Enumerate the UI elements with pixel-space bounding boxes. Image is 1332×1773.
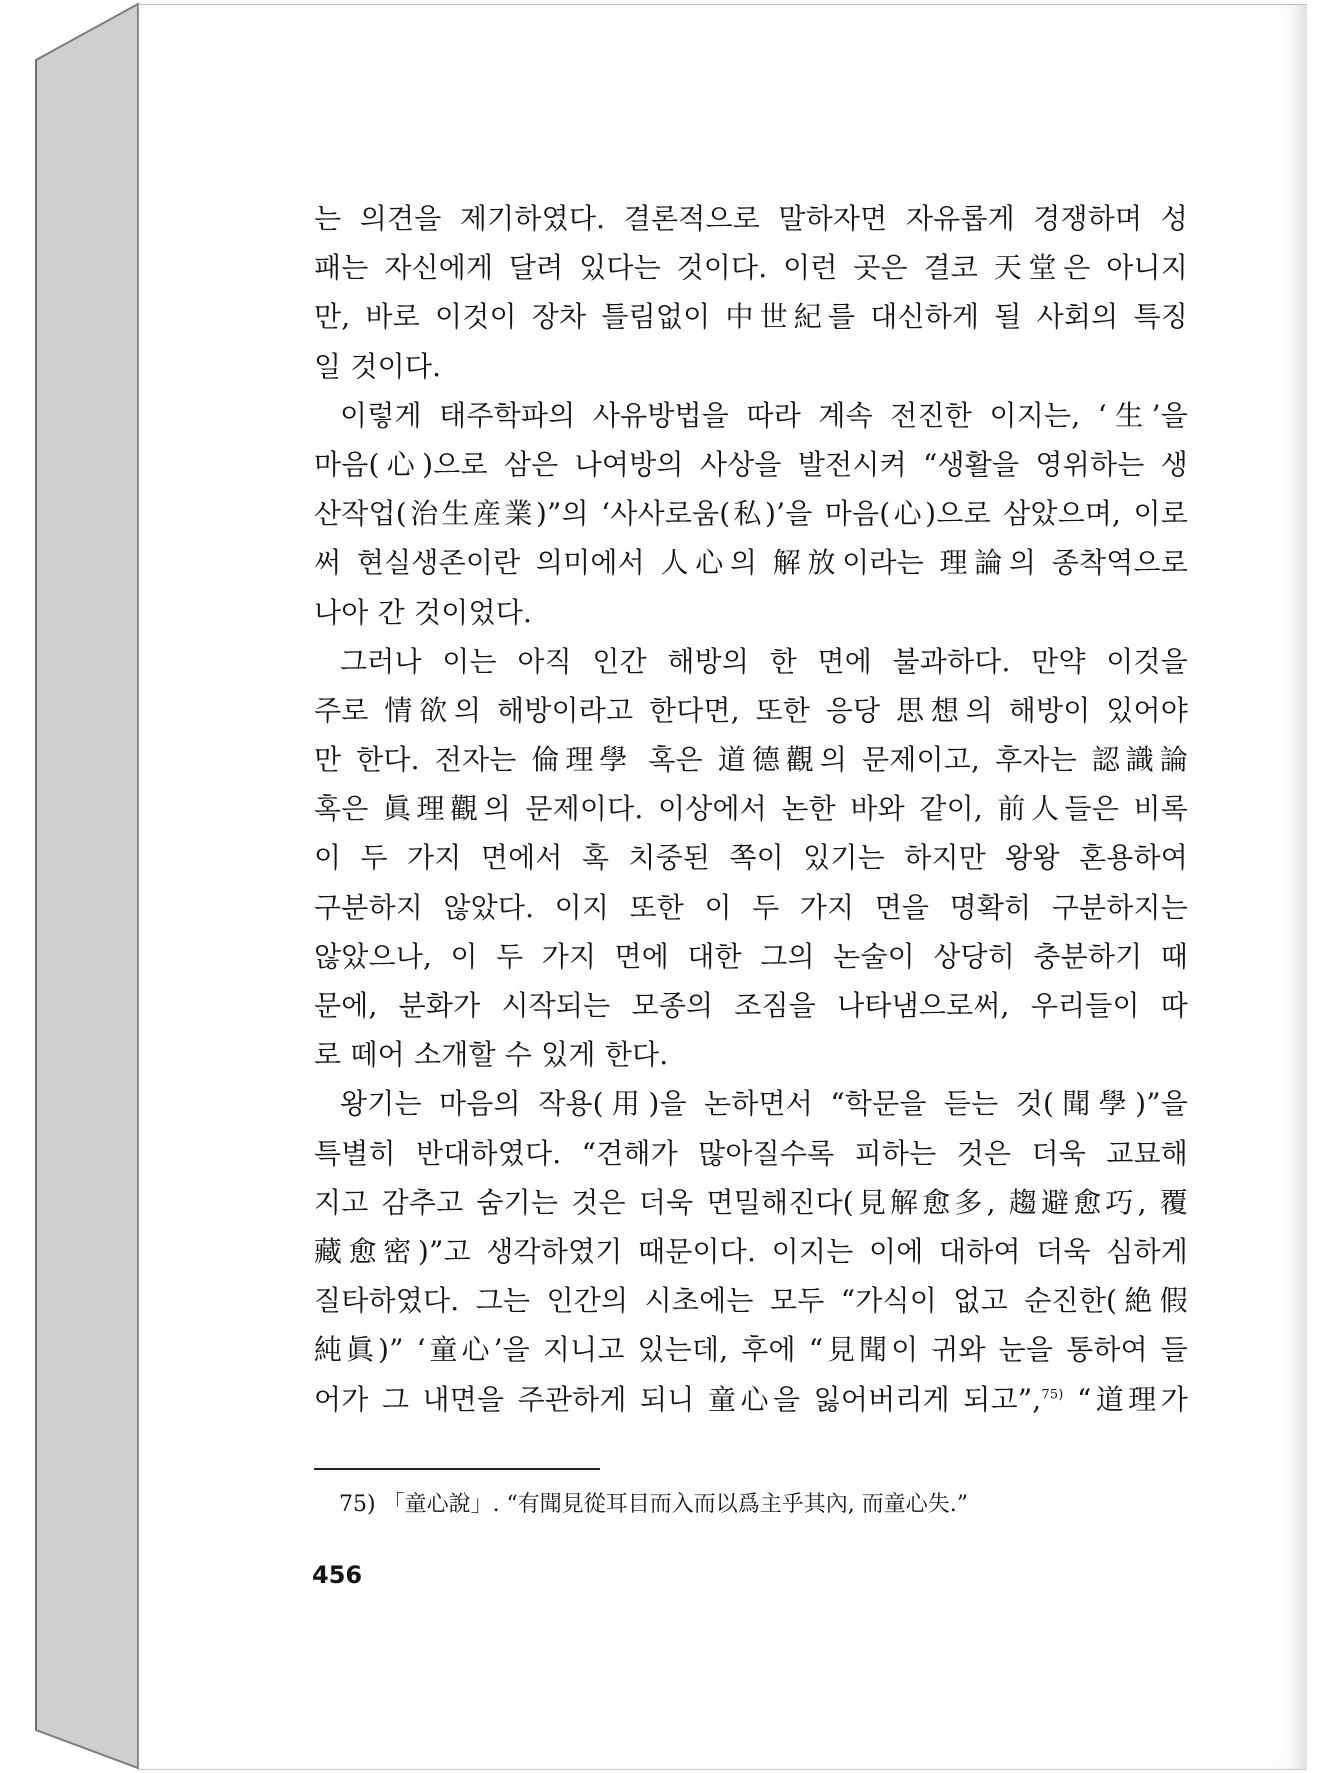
text-line: 그러나 이는 아직 인간 해방의 한 면에 불과하다. 만약 이것을 [340,644,1188,678]
text-line: 지고 감추고 숨기는 것은 더욱 면밀해진다(見解愈多, 趨避愈巧, 覆 [314,1185,1188,1219]
text-line: 純眞)” ‘童心’을 지니고 있는데, 후에 “見聞이 귀와 눈을 통하여 들 [314,1333,1188,1367]
text-line [314,1375,1188,1424]
page-number: 456 [312,1561,363,1589]
text-line: 이렇게 태주학파의 사유방법을 따라 계속 전진한 이지는, ‘生’을 [340,398,1188,432]
text-span: 어가 그 내면을 주관하게 되니 童心을 잃어버리게 되고”, [314,1382,1042,1416]
text-line: 않았으나, 이 두 가지 면에 대한 그의 논술이 상당히 충분하기 때 [314,939,1188,973]
text-line: 특별히 반대하였다. “견해가 많아질수록 피하는 것은 더욱 교묘해 [314,1136,1188,1170]
text-line: 藏愈密)”고 생각하였기 때문이다. 이지는 이에 대하여 더욱 심하게 [314,1234,1188,1268]
text-line: 만 한다. 전자는 倫理學 혹은 道德觀의 문제이고, 후자는 認識論 [314,743,1188,777]
text-line: 이 두 가지 면에서 혹 치중된 쪽이 있기는 하지만 왕왕 혼용하여 [314,841,1188,875]
text-line: 마음(心)으로 삼은 나여방의 사상을 발전시켜 “생활을 영위하는 생 [314,447,1188,481]
text-line: 나아 간 것이었다. [314,595,533,629]
text-line: 일 것이다. [314,349,442,383]
footnote-75: 75) 「童心說」. “有聞見從耳目而入而以爲主乎其內, 而童心失.” [339,1492,969,1517]
text-line: 만, 바로 이것이 장차 틀림없이 中世紀를 대신하게 될 사회의 특징 [314,300,1188,334]
text-line: 는 의견을 제기하였다. 결론적으로 말하자면 자유롭게 경쟁하며 성 [314,202,1188,235]
text-line: 문에, 분화가 시작되는 모종의 조짐을 나타냄으로써, 우리들이 따 [314,989,1188,1022]
footnote-reference: 75) [1041,1387,1064,1403]
text-line: 써 현실생존이란 의미에서 人心의 解放이라는 理論의 종착역으로 [314,546,1188,580]
text-line: 왕기는 마음의 작용(用)을 논하면서 “학문을 듣는 것(聞學)”을 [340,1087,1188,1121]
text-line: 패는 자신에게 달려 있다는 것이다. 이런 곳은 결코 天堂은 아니지 [314,251,1188,285]
footnote-divider [314,1468,600,1470]
text-line: 주로 情欲의 해방이라고 한다면, 또한 응당 思想의 해방이 있어야 [314,693,1188,727]
body-text [314,194,1188,1424]
text-span: “道理가 [1063,1382,1189,1416]
text-line: 질타하였다. 그는 인간의 시초에는 모두 “가식이 없고 순진한(絶假 [314,1284,1188,1318]
text-line: 로 떼어 소개할 수 있게 한다. [314,1038,669,1072]
text-line: 산작업(治生産業)”의 ‘사사로움(私)’을 마음(心)으로 삼았으며, 이로 [314,497,1188,531]
text-line: 구분하지 않았다. 이지 또한 이 두 가지 면을 명확히 구분하지는 [314,890,1188,924]
text-line: 혹은 眞理觀의 문제이다. 이상에서 논한 바와 같이, 前人들은 비록 [314,792,1188,826]
